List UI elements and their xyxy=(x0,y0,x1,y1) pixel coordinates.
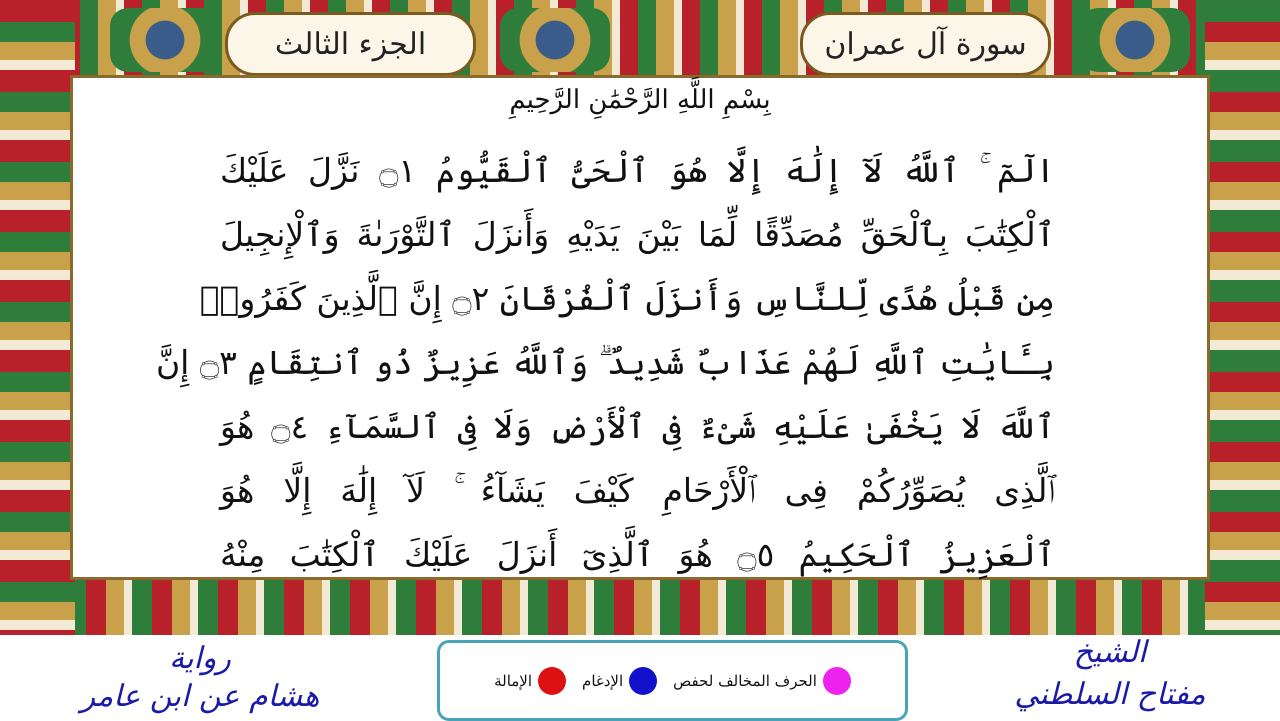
red-dot-icon xyxy=(538,667,566,695)
frame-border-left xyxy=(0,0,75,635)
verse-line: ٱلْعَزِيزُ ٱلْحَكِيمُ ۝٥ هُوَ ٱلَّذِىٓ أَنزَلَ عَلَيْكَ ٱلْكِتَٰبَ مِنْهُ xyxy=(220,535,1055,574)
legend-label: الحرف المخالف لحفص xyxy=(673,671,817,690)
header-ornament xyxy=(500,8,610,72)
frame-border-right xyxy=(1205,0,1280,635)
magenta-dot-icon xyxy=(823,667,851,695)
verse-line: ٱللَّهَ لَا يَخْفَىٰ عَلَيْهِ شَىْءٌ فِى ٱلْأَرْضِ وَلَا فِى ٱلسَّمَآءِ ۝٤ هُوَ xyxy=(220,407,1055,446)
verse-block xyxy=(155,145,1055,593)
juz-title: الجزء الثالث xyxy=(225,12,476,76)
sheikh-name: مفتاح السلطني xyxy=(1014,677,1206,712)
riwaya-label: رواية xyxy=(169,641,231,676)
legend-item-different-letter xyxy=(673,667,851,695)
header-ornament xyxy=(110,8,220,72)
reciter-caption xyxy=(985,632,1235,716)
color-legend xyxy=(437,640,908,721)
verse-line: مِن قَبْلُ هُدًى لِّلنَّاسِ وَأَنزَلَ ٱلْفُرْقَانَ ۝٢ إِنَّ ٱلَّذِينَ كَفَرُوا۟ xyxy=(199,279,1055,318)
basmala: بِسْمِ اللَّهِ الرَّحْمَٰنِ الرَّحِيمِ xyxy=(509,85,771,115)
blue-dot-icon xyxy=(629,667,657,695)
surah-title: سورة آل عمران xyxy=(800,12,1051,76)
verse-line: بِـَٔايَٰتِ ٱللَّهِ لَهُمْ عَذَابٌ شَدِيدٌ ۗ وَٱللَّهُ عَزِيزٌ ذُو ٱنتِقَامٍ ۝٣ إِنَّ xyxy=(155,343,1055,382)
header-ornament xyxy=(1080,8,1190,72)
legend-item-idgham xyxy=(582,667,657,695)
verse-line: ٱلَّذِى يُصَوِّرُكُمْ فِى ٱلْأَرْحَامِ كَيْفَ يَشَآءُ ۚ لَآ إِلَٰهَ إِلَّا هُوَ xyxy=(220,471,1055,510)
verse-line: الٓمٓ ۚ ٱللَّهُ لَآ إِلَٰهَ إِلَّا هُوَ ٱلْحَىُّ ٱلْقَيُّومُ ۝١ نَزَّلَ عَلَيْكَ xyxy=(220,151,1055,190)
sheikh-label: الشيخ xyxy=(1073,635,1147,670)
riwaya-caption xyxy=(40,640,360,716)
legend-item-imala xyxy=(494,667,566,695)
riwaya-name: هشام عن ابن عامر xyxy=(80,679,320,714)
legend-label: الإدغام xyxy=(582,671,624,690)
verse-line: ٱلْكِتَٰبَ بِٱلْحَقِّ مُصَدِّقًا لِّمَا بَيْنَ يَدَيْهِ وَأَنزَلَ ٱلتَّوْرَىٰةَ وَٱلْإِنجِيلَ xyxy=(220,215,1055,254)
legend-label: الإمالة xyxy=(494,671,533,690)
